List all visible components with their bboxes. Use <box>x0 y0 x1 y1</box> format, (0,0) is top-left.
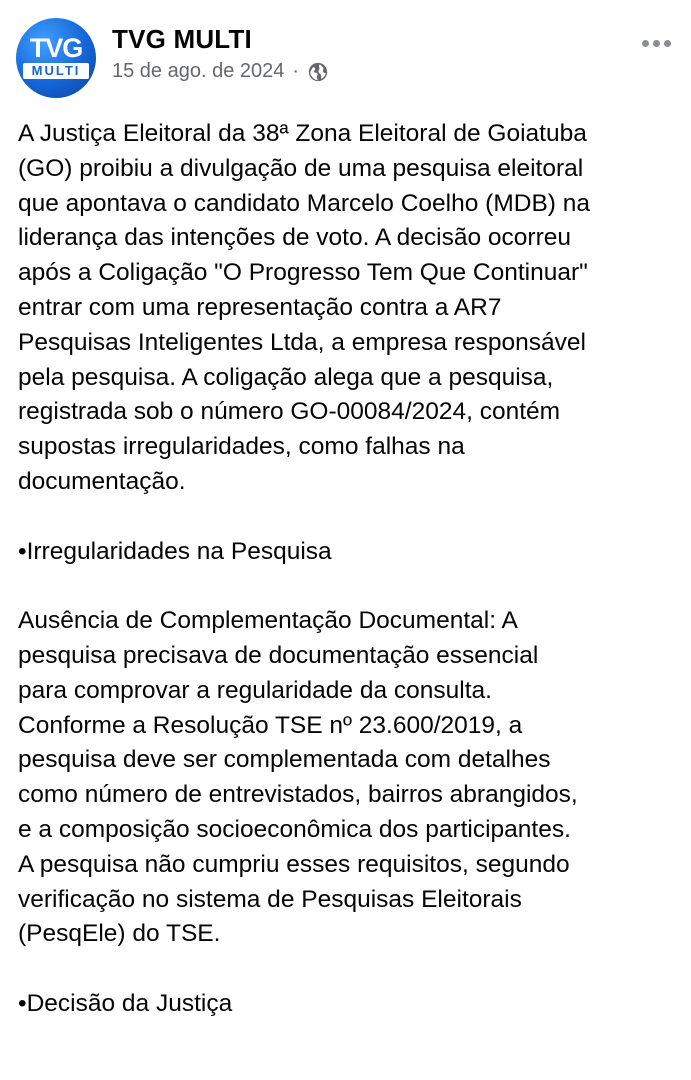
more-dot <box>642 40 649 47</box>
avatar-logo-top: TVG <box>29 33 83 63</box>
more-dot <box>664 40 671 47</box>
paragraph-gap <box>18 952 678 987</box>
post-body <box>18 117 678 1022</box>
more-options-icon[interactable] <box>636 28 676 58</box>
page-name[interactable]: TVG MULTI <box>112 24 252 54</box>
globe-icon[interactable] <box>307 61 329 83</box>
meta-separator: · <box>292 60 300 82</box>
post-header <box>16 18 676 100</box>
post-section-heading-1: •Irregularidades na Pesquisa <box>18 537 332 565</box>
post-meta <box>112 60 329 83</box>
avatar-logo-bottom: MULTI <box>31 63 81 78</box>
paragraph-gap <box>18 500 678 535</box>
paragraph-gap <box>18 569 678 604</box>
post-section-heading-2: •Decisão da Justiça <box>18 989 233 1017</box>
more-dot <box>653 40 660 47</box>
post-date[interactable]: 15 de ago. de 2024 <box>112 60 285 82</box>
post-paragraph-2: Ausência de Complementação Documental: A pesquisa precisava de documentação essencial para comprovar a regularidade da consulta. Conforme a Resolução TSE nº 23.600/2019, a pesquisa deve ser complementada com detalhes como número de entrevistados, bairros abrangidos, e a composição socioeconômica dos participantes. A pesquisa não cumpriu esses requisitos, segundo verificação no sistema de Pesquisas Eleitorais (PesqEle) do TSE. <box>18 607 578 948</box>
avatar[interactable] <box>16 18 96 98</box>
post-paragraph-1: A Justiça Eleitoral da 38ª Zona Eleitoral de Goiatuba (GO) proibiu a divulgação de uma pesquisa eleitoral que apontava o candidato Marcelo Coelho (MDB) na liderança das intenções de voto. A decisão ocorreu após a Coligação "O Progresso Tem Que Continuar" entrar com uma representação contra a AR7 Pesquisas Inteligentes Ltda, a empresa responsável pela pesquisa. A coligação alega que a pesquisa, registrada sob o número GO-00084/2024, contém supostas irregularidades, como falhas na documentação. <box>18 120 591 495</box>
